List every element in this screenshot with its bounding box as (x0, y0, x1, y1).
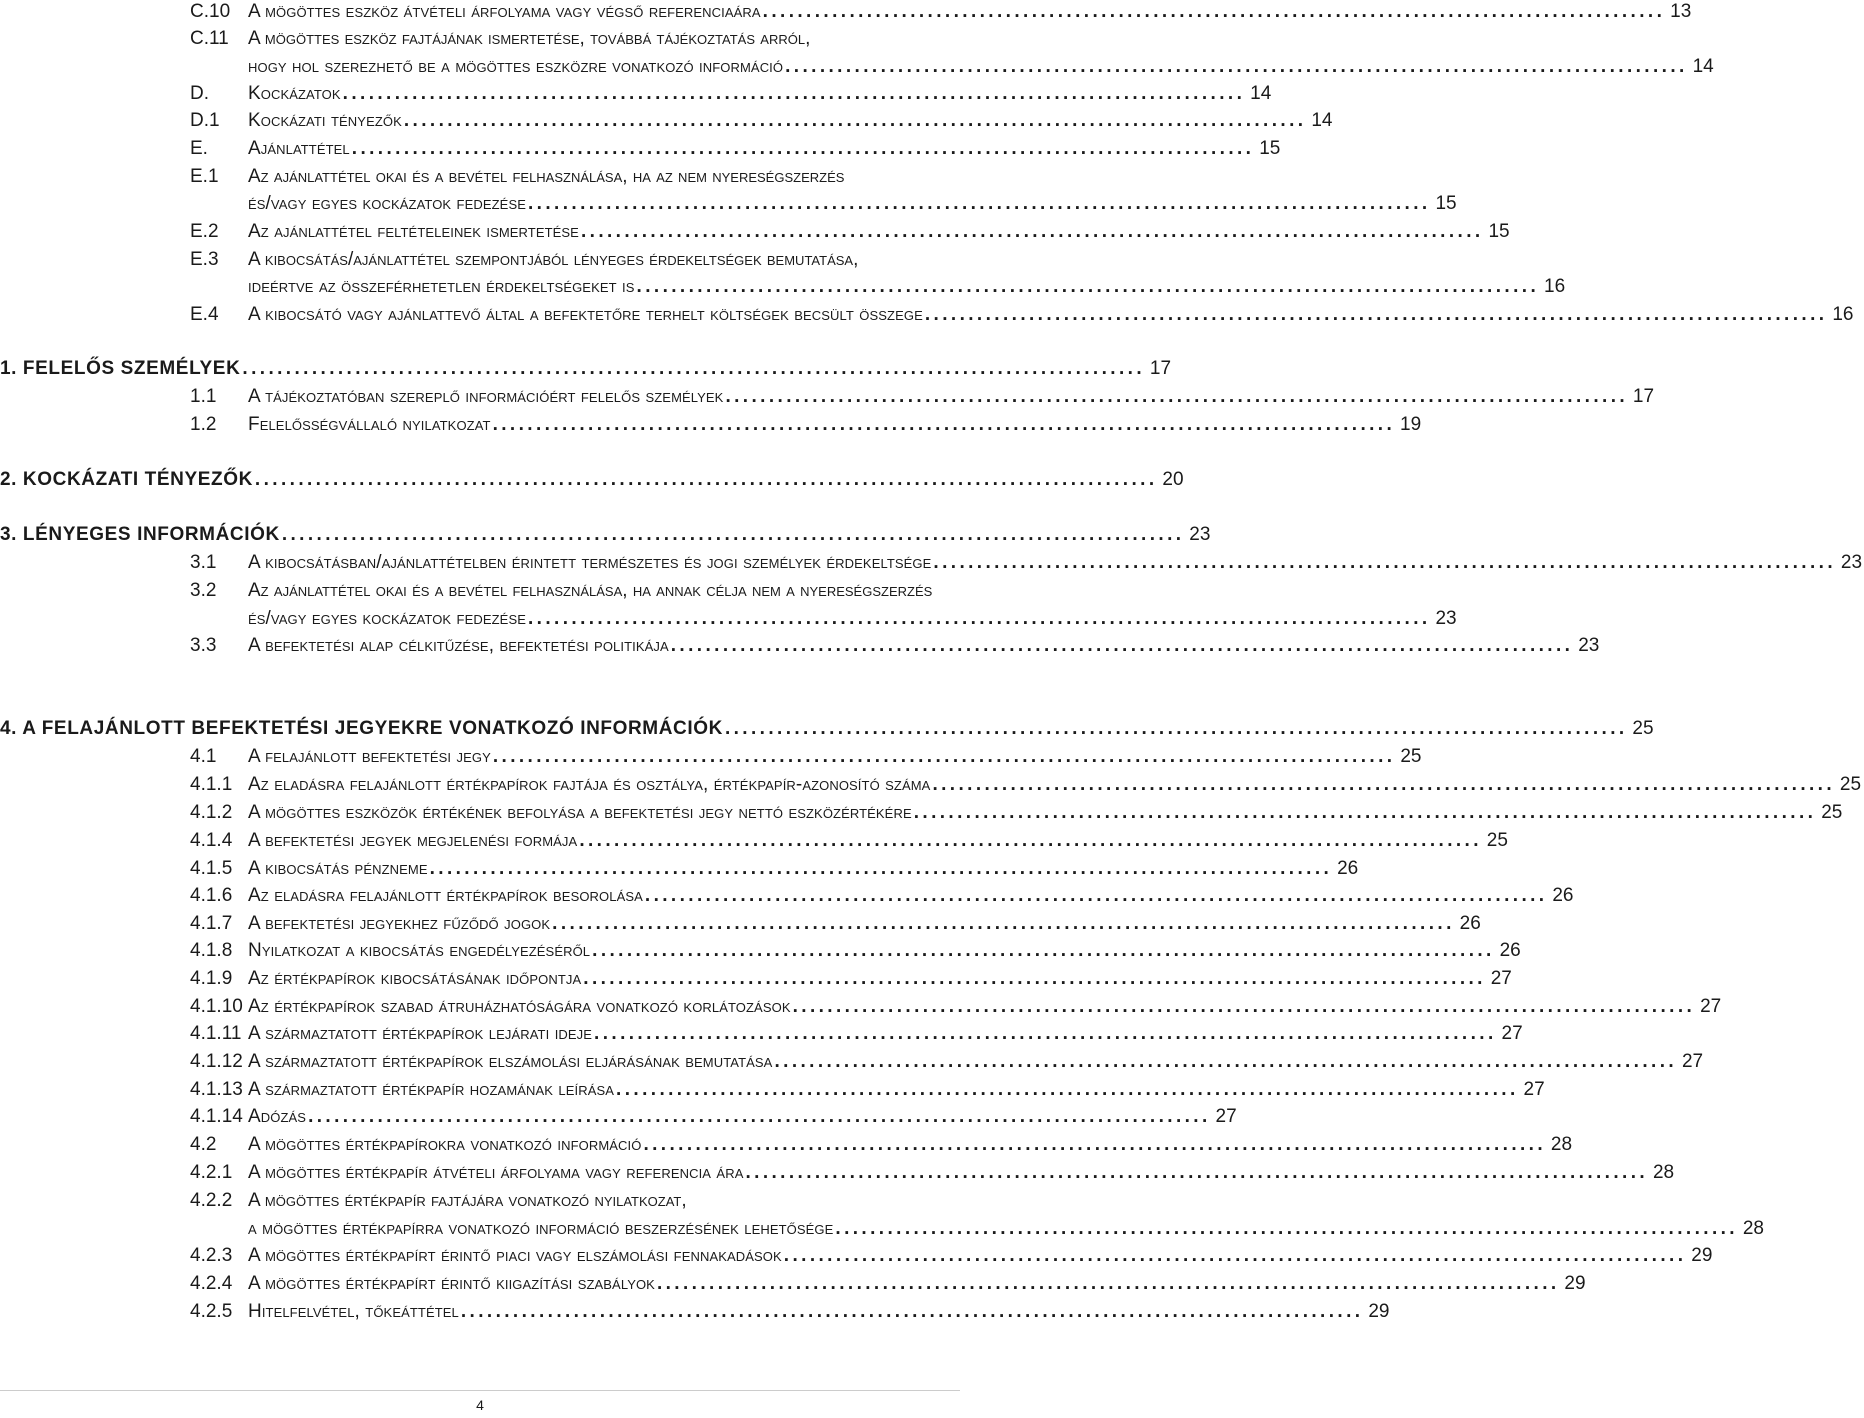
toc-entry[interactable] (0, 1021, 1523, 1047)
dot-leader: ........................................................................................................ (552, 913, 1455, 934)
toc-entry-page: 15 (1488, 221, 1510, 242)
toc-entry-page: 26 (1337, 858, 1359, 879)
toc-entry-title: A befektetési alap célkitűzése, befektetési politikája (248, 635, 669, 656)
toc-entry[interactable] (0, 578, 960, 604)
toc-entry[interactable] (0, 164, 960, 190)
dot-leader: ........................................................................................................ (254, 469, 1158, 490)
dot-leader: ........................................................................................................ (242, 358, 1146, 379)
toc-entry-number: 4.1.10 (190, 996, 243, 1017)
toc-chapter-title: 1. FELELŐS SZEMÉLYEK (0, 358, 241, 379)
toc-entry-number: 4.1.5 (190, 858, 233, 879)
toc-entry-page: 25 (1839, 774, 1862, 795)
toc-entry[interactable] (0, 219, 1510, 245)
toc-entry-page: 28 (1742, 1218, 1764, 1239)
toc-entry-title: A tájékoztatóban szereplő információért felelős személyek (248, 386, 724, 407)
toc-entry-page: 27 (1681, 1051, 1704, 1072)
toc-entry[interactable] (0, 108, 1333, 134)
dot-leader: ........................................................................................................ (592, 940, 1495, 961)
dot-leader: ........................................................................................................ (924, 304, 1828, 325)
toc-entry-title-line1: Az ajánlattétel okai és a bevétel felhasználása, ha annak célja nem a nyereségszerzés (248, 580, 933, 601)
toc-entry-page: 16 (1832, 304, 1854, 325)
toc-entry[interactable] (0, 938, 1521, 964)
toc-entry-number: 3.1 (190, 552, 217, 573)
toc-entry-title: A befektetési jegyekhez fűződő jogok (248, 913, 551, 934)
dot-leader: ........................................................................................................ (670, 635, 1574, 656)
toc-entry[interactable] (0, 966, 1512, 992)
toc-entry-title: Az értékpapírok kibocsátásának időpontja (248, 968, 582, 989)
toc-entry-title: A származtatott értékpapír hozamának leírása (248, 1079, 615, 1100)
toc-entry-number: 1.2 (190, 414, 217, 435)
toc-entry-title: Nyilatkozat a kibocsátás engedélyezéséről (248, 940, 591, 961)
dot-leader: ........................................................................................................ (636, 276, 1540, 297)
dot-leader: ........................................................................................................ (429, 858, 1333, 879)
toc-entry-number: 4.1.12 (190, 1051, 243, 1072)
toc-entry-page: 26 (1459, 913, 1481, 934)
toc-chapter[interactable] (0, 716, 1654, 742)
toc-entry-title-line1: Az ajánlattétel okai és a bevétel felhasználása, ha az nem nyereségszerzés (248, 166, 845, 187)
toc-entry-number: D.1 (190, 110, 220, 131)
toc-entry[interactable] (0, 412, 1422, 438)
toc-entry-page: 25 (1632, 718, 1654, 739)
dot-leader: ........................................................................................................ (580, 221, 1484, 242)
toc-entry-number: C.10 (190, 1, 231, 22)
toc-entry-page: 27 (1490, 968, 1512, 989)
toc-entry-title: és/vagy egyes kockázatok fedezése (248, 608, 526, 629)
toc-entry-number: E.1 (190, 166, 219, 187)
toc-chapter-title: 2. KOCKÁZATI TÉNYEZŐK (0, 469, 253, 490)
toc-entry-page: 28 (1652, 1162, 1675, 1183)
toc-entry-number: 4.1.6 (190, 885, 233, 906)
dot-leader: ........................................................................................................ (460, 1301, 1364, 1322)
toc-entry-title: Adózás (248, 1106, 307, 1127)
dot-leader: ........................................................................................................ (913, 802, 1817, 823)
toc-entry-number: 4.1.14 (190, 1106, 243, 1127)
toc-entry[interactable] (0, 911, 1481, 937)
toc-entry-page: 14 (1692, 56, 1714, 77)
toc-entry-number: E.3 (190, 249, 219, 270)
toc-entry-page: 25 (1486, 830, 1508, 851)
toc-entry[interactable] (0, 772, 1862, 798)
toc-entry-number: 4.1.11 (190, 1023, 242, 1044)
toc-entry[interactable] (0, 384, 1655, 410)
toc-entry-title: A mögöttes értékpapír átvételi árfolyama vagy referencia ára (248, 1162, 744, 1183)
dot-leader: ........................................................................................................ (774, 1051, 1678, 1072)
toc-entry-number: E.2 (190, 221, 219, 242)
dot-leader: ........................................................................................................ (644, 885, 1548, 906)
dot-leader: ........................................................................................................ (745, 1162, 1649, 1183)
dot-leader: ........................................................................................................ (656, 1273, 1560, 1294)
toc-entry-number: C.11 (190, 28, 229, 49)
toc-entry-title: A kibocsátásban/ajánlattételben érintett természetes és jogi személyek érdekeltsége (248, 552, 932, 573)
toc-entry-title: Felelősségvállaló nyilatkozat (248, 414, 491, 435)
toc-entry-title: A származtatott értékpapírok lejárati ideje (248, 1023, 593, 1044)
toc-entry-title: A mögöttes eszközök értékének befolyása a befektetési jegy nettó eszközértékére (248, 802, 912, 823)
toc-entry-page: 27 (1523, 1079, 1545, 1100)
toc-entry-title: A származtatott értékpapírok elszámolási eljárásának bemutatása (248, 1051, 773, 1072)
toc-entry-title: A kibocsátás pénzneme (248, 858, 428, 879)
toc-entry-number: 4.2.2 (190, 1190, 233, 1211)
toc-entry-number: 4.2.4 (190, 1273, 233, 1294)
toc-entry-continuation[interactable] (0, 54, 1714, 80)
dot-leader: ........................................................................................................ (762, 1, 1666, 22)
toc-entry-page: 23 (1435, 608, 1457, 629)
toc-entry-number: 4.1.9 (190, 968, 233, 989)
toc-entry-number: 4.2.5 (190, 1301, 233, 1322)
toc-entry-title: Az eladásra felajánlott értékpapírok fajtája és osztálya, értékpapír-azonosító száma (248, 774, 931, 795)
toc-entry[interactable] (0, 744, 1422, 770)
toc-entry-page: 25 (1400, 746, 1422, 767)
toc-entry-number: 1.1 (190, 386, 217, 407)
toc-entry-page: 23 (1189, 524, 1211, 545)
toc-entry-page: 15 (1259, 138, 1281, 159)
toc-entry-page: 17 (1632, 386, 1655, 407)
toc-entry[interactable] (0, 1188, 960, 1214)
toc-entry[interactable] (0, 1160, 1675, 1186)
toc-entry[interactable] (0, 550, 1863, 576)
toc-entry[interactable] (0, 1299, 1390, 1325)
toc-entry-page: 29 (1564, 1273, 1586, 1294)
toc-entry-page: 29 (1368, 1301, 1390, 1322)
toc-entry-title: A befektetési jegyek megjelenési formája (248, 830, 578, 851)
dot-leader: ........................................................................................................ (308, 1106, 1211, 1127)
toc-entry-page: 25 (1821, 802, 1843, 823)
toc-entry[interactable] (0, 1271, 1586, 1297)
toc-entry[interactable] (0, 26, 960, 52)
toc-entry-title: hogy hol szerezhető be a mögöttes eszközre vonatkozó információ (248, 56, 784, 77)
dot-leader: ........................................................................................................ (583, 968, 1486, 989)
toc-entry[interactable] (0, 1243, 1713, 1269)
toc-entry-title: A felajánlott befektetési jegy (248, 746, 491, 767)
toc-entry[interactable] (0, 0, 1692, 25)
dot-leader: ........................................................................................................ (579, 830, 1482, 851)
toc-entry-title: A mögöttes értékpapírt érintő piaci vagy elszámolási fennakadások (248, 1245, 782, 1266)
dot-leader: ........................................................................................................ (792, 996, 1696, 1017)
toc-entry-number: 3.3 (190, 635, 217, 656)
toc-entry-continuation[interactable] (0, 191, 1457, 217)
toc-entry-number: 4.1.1 (190, 774, 233, 795)
dot-leader: ........................................................................................................ (281, 524, 1185, 545)
toc-entry-number: 4.1 (190, 746, 217, 767)
toc-entry[interactable] (0, 1104, 1237, 1130)
dot-leader: ........................................................................................................ (835, 1218, 1738, 1239)
toc-entry-number: 3.2 (190, 580, 217, 601)
toc-entry-number: 4.1.2 (190, 802, 233, 823)
toc-entry-title: Az eladásra felajánlott értékpapírok besorolása (248, 885, 643, 906)
toc-chapter[interactable] (0, 522, 1211, 548)
toc-entry-title-line1: A kibocsátás/ajánlattétel szempontjából lényeges érdekeltségek bemutatása, (248, 249, 859, 270)
toc-entry-number: E.4 (190, 304, 219, 325)
toc-entry-title-line1: A mögöttes eszköz fajtájának ismertetése, továbbá tájékoztatás arról, (248, 28, 811, 49)
toc-entry[interactable] (0, 883, 1574, 909)
toc-entry-title: Kockázatok (248, 83, 341, 104)
dot-leader: ........................................................................................................ (342, 83, 1246, 104)
toc-entry-page: 27 (1215, 1106, 1237, 1127)
dot-leader: ........................................................................................................ (785, 56, 1688, 77)
toc-entry-number: 4.2.1 (190, 1162, 233, 1183)
toc-entry-page: 14 (1250, 83, 1272, 104)
dot-leader: ........................................................................................................ (351, 138, 1255, 159)
toc-entry[interactable] (0, 1132, 1573, 1158)
toc-entry-page: 20 (1162, 469, 1184, 490)
dot-leader: ........................................................................................................ (403, 110, 1307, 131)
toc-entry-page: 26 (1499, 940, 1521, 961)
toc-entry[interactable] (0, 633, 1600, 659)
toc-entry-page: 29 (1691, 1245, 1713, 1266)
toc-entry-continuation[interactable] (0, 606, 1457, 632)
toc-entry-title: A kibocsátó vagy ajánlattevő által a befektetőre terhelt költségek becsült összege (248, 304, 923, 325)
toc-entry-title: ideértve az összeférhetetlen érdekeltségeket is (248, 276, 635, 297)
toc-entry-page: 27 (1501, 1023, 1523, 1044)
toc-entry-page: 16 (1544, 276, 1566, 297)
toc-entry-page: 15 (1435, 193, 1457, 214)
dot-leader: ........................................................................................................ (616, 1079, 1519, 1100)
toc-entry-title: Hitelfelvétel, tőkeáttétel (248, 1301, 459, 1322)
toc-entry-page: 27 (1700, 996, 1722, 1017)
dot-leader: ........................................................................................................ (492, 414, 1396, 435)
toc-entry[interactable] (0, 1049, 1704, 1075)
dot-leader: ........................................................................................................ (643, 1134, 1547, 1155)
toc-entry-page: 13 (1670, 1, 1692, 22)
dot-leader: ........................................................................................................ (932, 774, 1836, 795)
toc-entry-title: a mögöttes értékpapírra vonatkozó információ beszerzésének lehetősége (248, 1218, 834, 1239)
dot-leader: ........................................................................................................ (933, 552, 1837, 573)
toc-entry[interactable] (0, 247, 960, 273)
toc-entry-number: 4.1.8 (190, 940, 233, 961)
toc-entry-page: 14 (1311, 110, 1333, 131)
toc-entry[interactable] (0, 81, 1272, 107)
toc-entry-page: 17 (1149, 358, 1172, 379)
toc-chapter-title: 4. A FELAJÁNLOTT BEFEKTETÉSI JEGYEKRE VONATKOZÓ INFORMÁCIÓK (0, 718, 723, 739)
toc-entry[interactable] (0, 994, 1722, 1020)
toc-entry-title: Ajánlattétel (248, 138, 350, 159)
toc-chapter[interactable] (0, 467, 1184, 493)
toc-chapter-title: 3. LÉNYEGES INFORMÁCIÓK (0, 524, 280, 545)
toc-entry-number: 4.1.4 (190, 830, 233, 851)
dot-leader: ........................................................................................................ (783, 1245, 1687, 1266)
toc-entry[interactable] (0, 302, 1854, 328)
dot-leader: ........................................................................................................ (492, 746, 1396, 767)
toc-entry-page: 19 (1400, 414, 1422, 435)
toc-entry-number: 4.1.13 (190, 1079, 243, 1100)
toc-entry[interactable] (0, 1077, 1545, 1103)
footer-divider (0, 1390, 960, 1391)
toc-entry-continuation[interactable] (0, 1216, 1764, 1242)
toc-entry-title: A mögöttes eszköz átvételi árfolyama vagy végső referenciaára (248, 1, 761, 22)
toc-entry-title-line1: A mögöttes értékpapír fajtájára vonatkozó nyilatkozat, (248, 1190, 687, 1211)
page-number: 4 (476, 1397, 484, 1413)
toc-entry-number: 4.2.3 (190, 1245, 233, 1266)
toc-entry-number: 4.1.7 (190, 913, 233, 934)
toc-entry-number: D. (190, 83, 209, 104)
toc-chapter[interactable] (0, 356, 1172, 382)
toc-entry-title: Kockázati tényezők (248, 110, 402, 131)
toc-entry-page: 26 (1552, 885, 1574, 906)
toc-entry-title: A mögöttes értékpapírokra vonatkozó információ (248, 1134, 642, 1155)
toc-entry-page: 28 (1550, 1134, 1573, 1155)
toc-entry-continuation[interactable] (0, 274, 1566, 300)
toc-entry-title: és/vagy egyes kockázatok fedezése (248, 193, 526, 214)
toc-entry-number: E. (190, 138, 208, 159)
toc-entry-page: 23 (1578, 635, 1600, 656)
toc-entry[interactable] (0, 856, 1359, 882)
dot-leader: ........................................................................................................ (528, 193, 1431, 214)
toc-entry-title: Az értékpapírok szabad átruházhatóságára vonatkozó korlátozások (248, 996, 791, 1017)
toc-entry[interactable] (0, 136, 1281, 162)
dot-leader: ........................................................................................................ (724, 718, 1628, 739)
toc-entry-title: A mögöttes értékpapírt érintő kiigazítási szabályok (248, 1273, 655, 1294)
dot-leader: ........................................................................................................ (528, 608, 1431, 629)
toc-entry-number: 4.2 (190, 1134, 217, 1155)
toc-entry-page: 23 (1840, 552, 1863, 573)
dot-leader: ........................................................................................................ (725, 386, 1629, 407)
toc-entry[interactable] (0, 828, 1508, 854)
toc-entry-title: Az ajánlattétel feltételeinek ismertetése (248, 221, 579, 242)
dot-leader: ........................................................................................................ (594, 1023, 1497, 1044)
toc-entry[interactable] (0, 800, 1843, 826)
